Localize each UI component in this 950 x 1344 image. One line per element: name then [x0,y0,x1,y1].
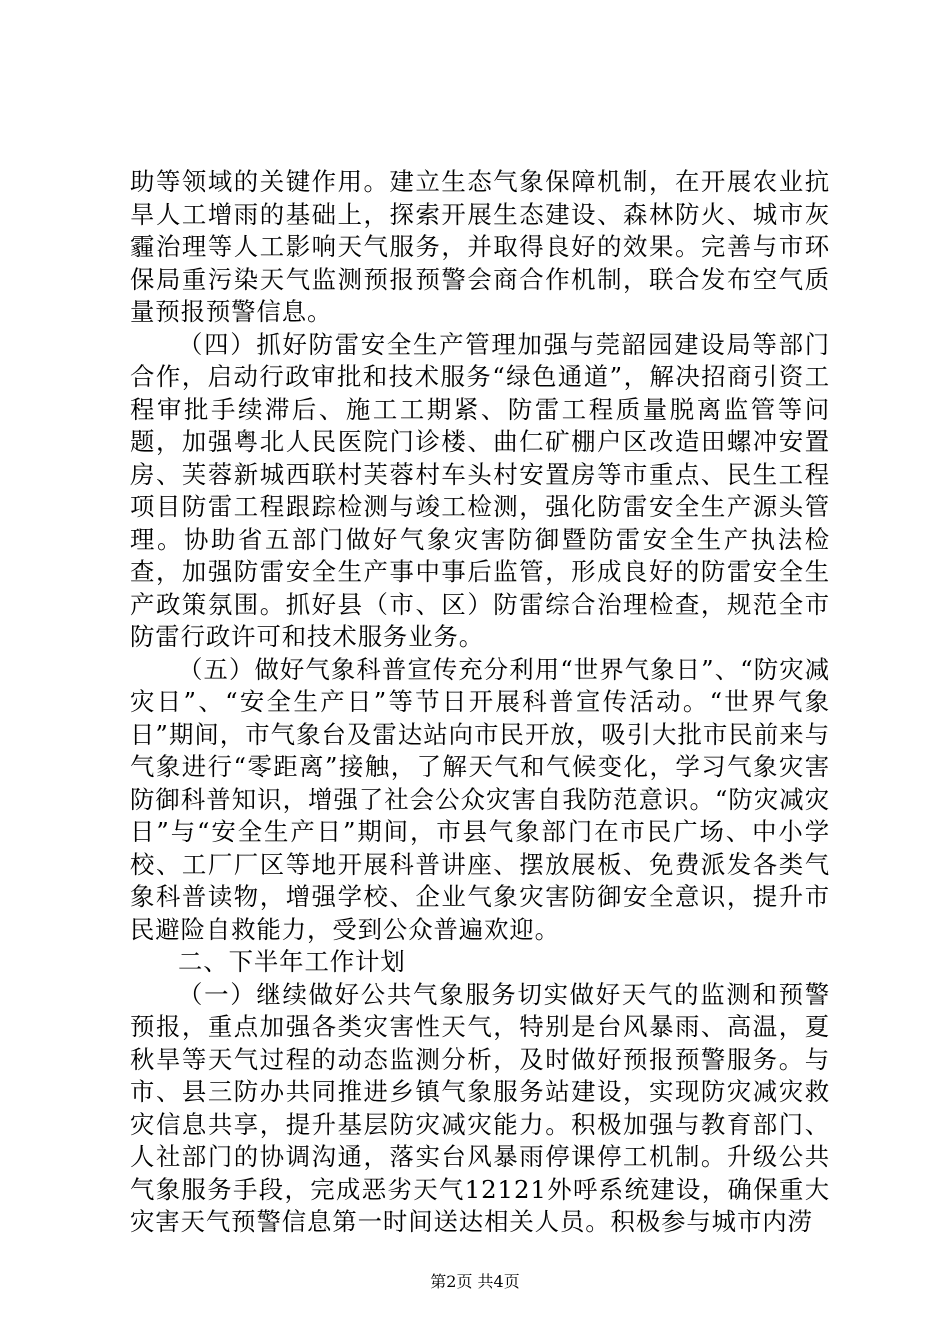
paragraph-continued: 助等领域的关键作用。建立生态气象保障机制，在开展农业抗旱人工增雨的基础上，探索开展生态建设、森林防火、城市灰霾治理等人工影响天气服务，并取得良好的效果。完善与市环保局重污染天气监测预报预警会商合作机制，联合发布空气质量预报预警信息。 [130,167,830,326]
document-body [130,166,830,1239]
paragraph-public-service: （一）继续做好公共气象服务切实做好天气的监测和预警预报，重点加强各类灾害性天气，特别是台风暴雨、高温，夏秋旱等天气过程的动态监测分析，及时做好预报预警服务。与市、县三防办共同推进乡镇气象服务站建设，实现防灾减灾救灾信息共享，提升基层防灾减灾能力。积极加强与教育部门、人社部门的协调沟通，落实台风暴雨停课停工机制。升级公共气象服务手段，完成恶劣天气12121外呼系统建设，确保重大灾害天气预警信息第一时间送达相关人员。积极参与城市内涝 [130,979,830,1236]
page-footer: 第2页 共4页 [430,1272,520,1291]
paragraph-science-publicity: （五）做好气象科普宣传充分利用“世界气象日”、“防灾减灾日”、“安全生产日”等节日开展科普宣传活动。“世界气象日”期间，市气象台及雷达站向市民开放，吸引大批市民前来与气象进行“零距离”接触，了解天气和气候变化，学习气象灾害防御科普知识，增强了社会公众灾害自我防范意识。“防灾减灾日”与“安全生产日”期间，市县气象部门在市民广场、中小学校、工厂厂区等地开展科普讲座、摆放展板、免费派发各类气象科普读物，增强学校、企业气象灾害防御安全意识，提升市民避险自救能力，受到公众普遍欢迎。 [130,654,830,944]
section-heading: 二、下半年工作计划 [178,947,406,976]
paragraph-lightning-safety: （四）抓好防雷安全生产管理加强与莞韶园建设局等部门合作，启动行政审批和技术服务“绿色通道”，解决招商引资工程审批手续滞后、施工工期紧、防雷工程质量脱离监管等问题，加强粤北人民医院门诊楼、曲仁矿棚户区改造田螺冲安置房、芙蓉新城西联村芙蓉村车头村安置房等市重点、民生工程项目防雷工程跟踪检测与竣工检测，强化防雷安全生产源头管理。协助省五部门做好气象灾害防御暨防雷安全生产执法检查，加强防雷安全生产事中事后监管，形成良好的防雷安全生产政策氛围。抓好县（市、区）防雷综合治理检查，规范全市防雷行政许可和技术服务业务。 [130,329,830,651]
